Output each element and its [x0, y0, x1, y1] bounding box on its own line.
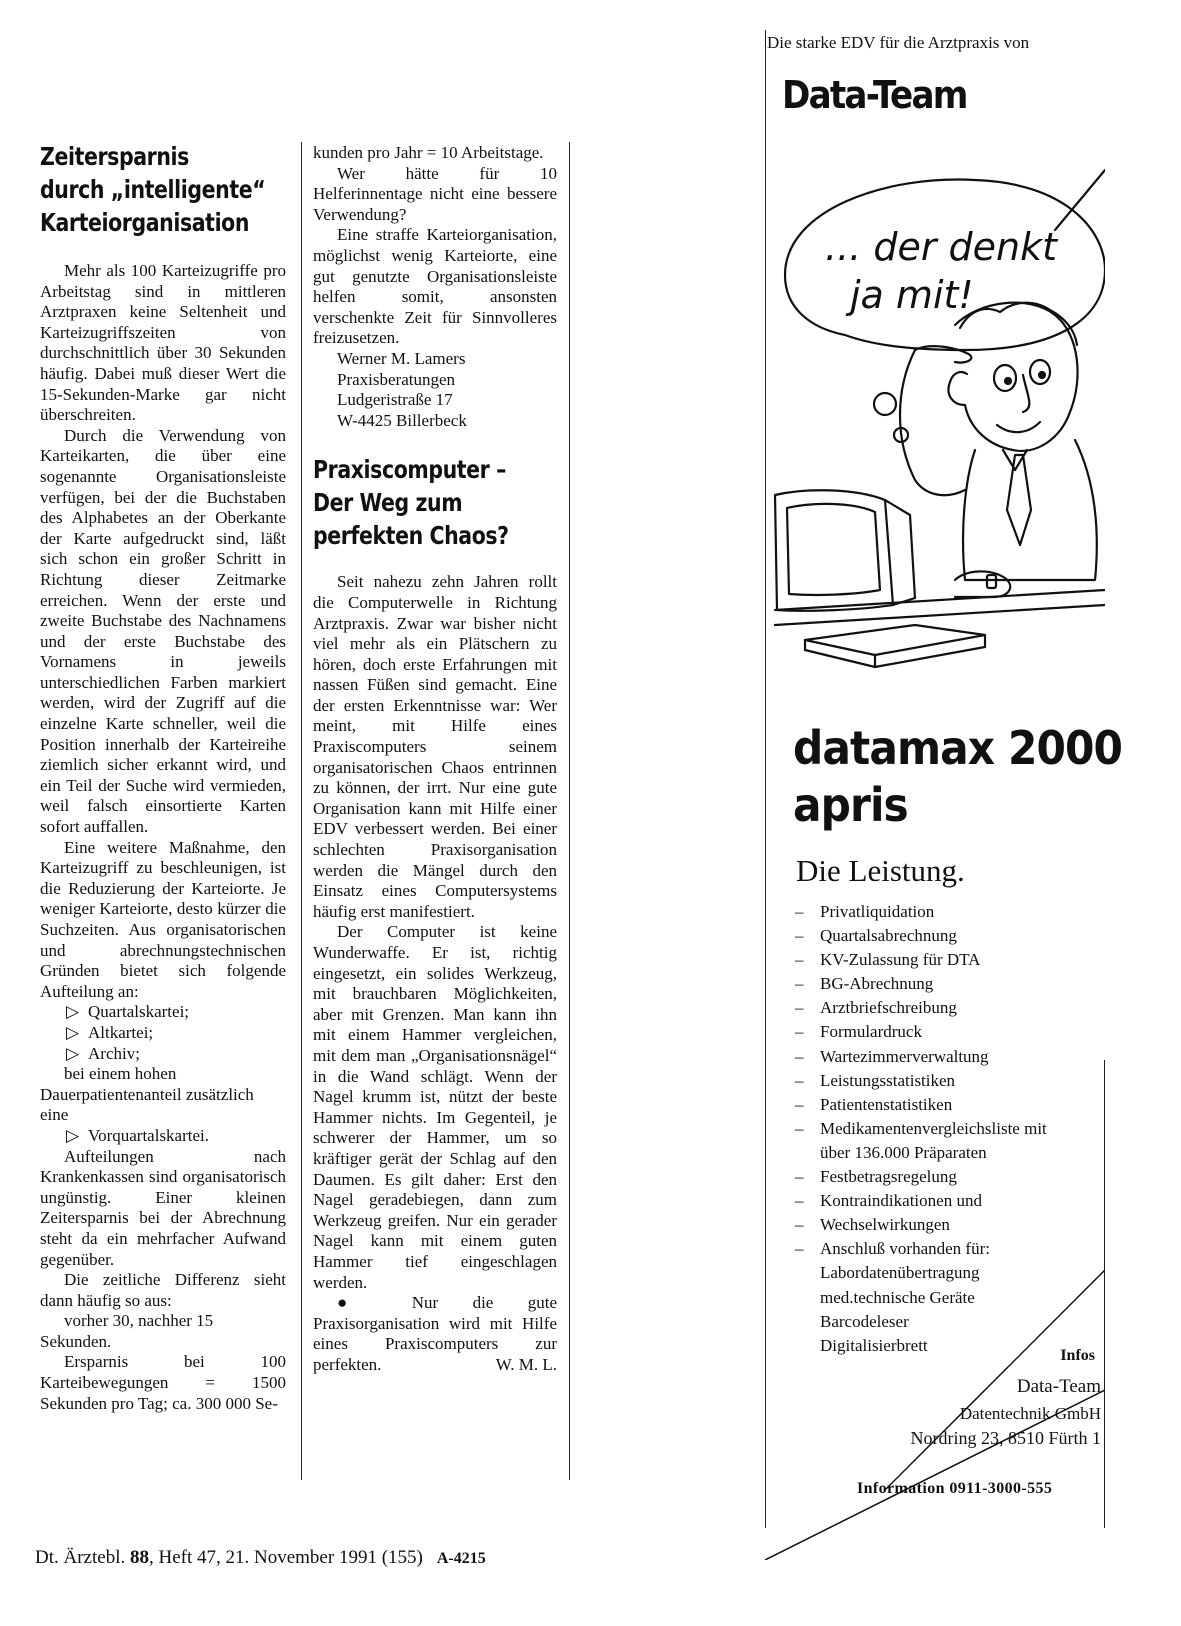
journal-name: Dt. Ärztebl. [35, 1547, 126, 1568]
nose [1023, 375, 1029, 412]
volume-number: 88 [129, 1547, 149, 1568]
feature-item: – Arztbriefschreibung [795, 998, 957, 1018]
paragraph: kunden pro Jahr = 10 Arbeitstage. [313, 143, 544, 162]
speech-text: ... der denkt [825, 225, 1058, 269]
product-name-line: datamax 2000 [793, 721, 1123, 775]
column-divider [569, 142, 570, 1480]
feature-item-continuation: Digitalisierbrett [820, 1335, 928, 1355]
article2-heading [313, 453, 557, 552]
tie [1007, 455, 1031, 545]
list-note: bei einem hohen Dauerpatientenanteil zusätzlich eine [40, 1064, 254, 1125]
arm [900, 350, 965, 495]
paragraph: Mehr als 100 Karteizugriffe pro Arbeitstag sind in mittleren Arztpraxen keine Seltenheit und Karteizugriffszeiten von durchschnittlich über 30 Sekunden häufig. Dabei muß dieser Wert die 15-Sekunden-Marke gar nicht überschreiten. [40, 261, 286, 425]
article2-heading-line: Der Weg zum [313, 488, 463, 518]
author-block [313, 349, 557, 431]
feature-item: – KV-Zulassung für DTA [795, 950, 981, 970]
list-item: ▷ Archiv; [66, 1043, 140, 1063]
paragraph: Wer hätte für 10 Helferinnentage nicht eine bessere Verwendung? [313, 163, 557, 224]
resting-hand [955, 571, 1010, 597]
product-name-line: apris [793, 778, 908, 832]
issue-info: , Heft 47, 21. November 1991 (155) [148, 1547, 423, 1568]
article1-heading-line: Karteiorganisation [40, 208, 250, 237]
triangle-bullet-icon: ▷ [66, 1125, 80, 1145]
author-line: Werner M. Lamers [337, 348, 466, 368]
feature-item: – Privatliquidation [795, 902, 935, 921]
feature-item: – Festbetragsregelung [795, 1167, 957, 1187]
ad-intro: Die starke EDV für die Arztpraxis von [767, 33, 1030, 52]
feature-item: – Medikamentenvergleichsliste mit [795, 1118, 1047, 1138]
feature-item-continuation: Labordatenübertragung [820, 1263, 980, 1283]
feature-item: – Quartalsabrechnung [795, 926, 957, 946]
article1-column1 [40, 140, 286, 1414]
cartoon-illustration [765, 150, 1105, 710]
author-line: Praxisberatungen [337, 369, 456, 389]
article1-heading [40, 140, 286, 239]
page-reference: A-4215 [436, 1550, 486, 1567]
list-item: ▷ Vorquartalskartei. [66, 1125, 210, 1145]
feature-item: – Wartezimmerverwaltung [795, 1046, 989, 1066]
keyboard [805, 625, 985, 655]
triangle-bullet-icon: ▷ [66, 1002, 80, 1022]
paragraph: Die zeitliche Differenz sieht dann häufig so aus: [40, 1270, 286, 1310]
paragraph: Aufteilungen nach Krankenkassen sind organisatorisch ungünstig. Einer kleinen Zeitersparnis bei der Abrechnung steht da ein mehrfacher Aufwand gegenüber. [40, 1146, 286, 1269]
paragraph: Durch die Verwendung von Karteikarten, die über eine sogenannte Organisationsleiste verfügen, bei der die Buchstaben des Alphabetes an der Oberkante der Karte aufgedruckt sind, läßt sich schon ein großer Schritt in Richtung dieser Zeitmarke erreichen. Wenn der erste und zweite Buchstabe des Nachnamens und der erste Buchstabe des Vornamens in jeweils unterschiedlichen Farben markiert werden, wird der Zugriff auf die einzelne Karte schneller, weil die Position innerhalb der Karteireihe ziemlich sicher erkannt wird, und ein Teil der Suche wird vermieden, weil falsch einsortierte Karten sofort auffallen. [40, 425, 286, 837]
paragraph: Eine straffe Karteiorganisation, möglichst wenig Karteiorte, eine gut genutzte Organisationsleiste helfen somit, ansonsten verschenkte Zeit für Sinnvolleres freizusetzen. [313, 225, 557, 348]
triangle-bullet-icon: ▷ [66, 1043, 80, 1063]
article1-heading-line: Zeitersparnis [40, 142, 189, 171]
paragraph: Ersparnis bei 100 Karteibewegungen = 1500 Sekunden pro Tag; ca. 300 000 Se- [40, 1352, 286, 1413]
feature-item: – Leistungsstatistiken [795, 1070, 956, 1090]
info-phone: Information 0911-3000-555 [857, 1480, 1053, 1497]
paragraph: Eine weitere Maßnahme, den Karteizugriff zu beschleunigen, ist die Reduzierung der Karteiorte. Je weniger Karteiorte, desto kürzer die Suchzeiten. Aus organisatorischen und abrechnungstechnischen Gründen bietet sich folgende Aufteilung an: [40, 837, 286, 1001]
feature-item: – Anschluß vorhanden für: [795, 1239, 990, 1259]
article1-column2 [313, 143, 557, 1376]
feature-item-continuation: Barcodeleser [820, 1311, 909, 1331]
paragraph: vorher 30, nachher 15 Sekunden. [40, 1311, 214, 1351]
list-item: ▷ Quartalskartei; [66, 1002, 190, 1022]
article2-heading-line: Praxiscomputer – [313, 455, 506, 485]
feature-item: – Patientenstatistiken [795, 1094, 953, 1114]
article2-heading-line: perfekten Chaos? [313, 521, 509, 551]
features-title: Die Leistung. [796, 853, 965, 888]
monitor [775, 490, 893, 611]
feature-item: – Wechselwirkungen [795, 1215, 950, 1235]
list-item: ▷ Altkartei; [66, 1022, 154, 1042]
paragraph: Der Computer ist keine Wunderwaffe. Er ist, richtig eingesetzt, ein solides Werkzeug, mit brauchbaren Möglichkeiten, aber mit Grenzen. Man kann ihn mit einem Hammer vergleichen, mit dem man „Organisationsnägel“ in die Wand schlägt. Wenn der Nagel krumm ist, nützt der beste Hammer nichts. Im Gegenteil, je schwerer der Hammer, um so kräftiger gerät der Schlag auf den Daumen. Es gilt daher: Erst den Nagel geradebiegen, dann zum Werkzeug greifen. Nur ein gerader Nagel kann mit einem guten Hammer tief eingeschlagen werden. [313, 922, 557, 1292]
mouth [997, 422, 1040, 432]
feature-item: – Kontraindikationen und [795, 1191, 982, 1211]
feature-item-continuation: über 136.000 Präparaten [820, 1142, 987, 1162]
article1-heading-line: durch „intelligente“ [40, 175, 266, 204]
thought-circle [874, 393, 896, 415]
feature-item: – BG-Abrechnung [795, 974, 934, 994]
summary: ● Nur die gute Praxisorganisation wird mit Hilfe eines Praxiscomputers zur perfekten. [313, 1293, 557, 1374]
page-footer [35, 1547, 486, 1569]
data-team-logo: Data-Team [782, 73, 967, 117]
advertisement [765, 30, 1123, 1560]
infos-label: Infos [1060, 1347, 1095, 1364]
company-address: Nordring 23, 8510 Fürth 1 [910, 1428, 1101, 1448]
paragraph: Seit nahezu zehn Jahren rollt die Computerwelle in Richtung Arztpraxis. Zwar war bisher nicht viel mehr als ein Plätschern zu hören, doch erste Erfahrungen mit nassen Füßen sind gemacht. Eine der ersten Erkenntnisse war: Wer meint, mit Hilfe eines Praxiscomputers seinem organisatorischen Chaos entrinnen zu können, der irrt. Nur eine gute Organisation kann mit Hilfe einer EDV verbessert werden. Bei einer schlechten Praxisorganisation werden die Mängel durch den Einsatz eines Computersystems häufig erst manifestiert. [313, 572, 557, 921]
speech-text: ja mit! [850, 273, 974, 317]
company-name: Data-Team [1016, 1376, 1101, 1397]
head [948, 303, 1077, 451]
author-line: Ludgeristraße 17 [337, 390, 453, 410]
author-line: W-4425 Billerbeck [337, 410, 467, 430]
initials: W. M. L. [495, 1355, 557, 1375]
product-name [793, 720, 1122, 834]
feature-item: – Formulardruck [795, 1022, 922, 1042]
company-legal-name: Datentechnik GmbH [959, 1404, 1101, 1423]
eye [994, 365, 1016, 391]
column-divider [301, 142, 302, 1480]
feature-item-continuation: med.technische Geräte [820, 1287, 975, 1307]
triangle-bullet-icon: ▷ [66, 1022, 80, 1042]
watch-icon [987, 575, 996, 588]
